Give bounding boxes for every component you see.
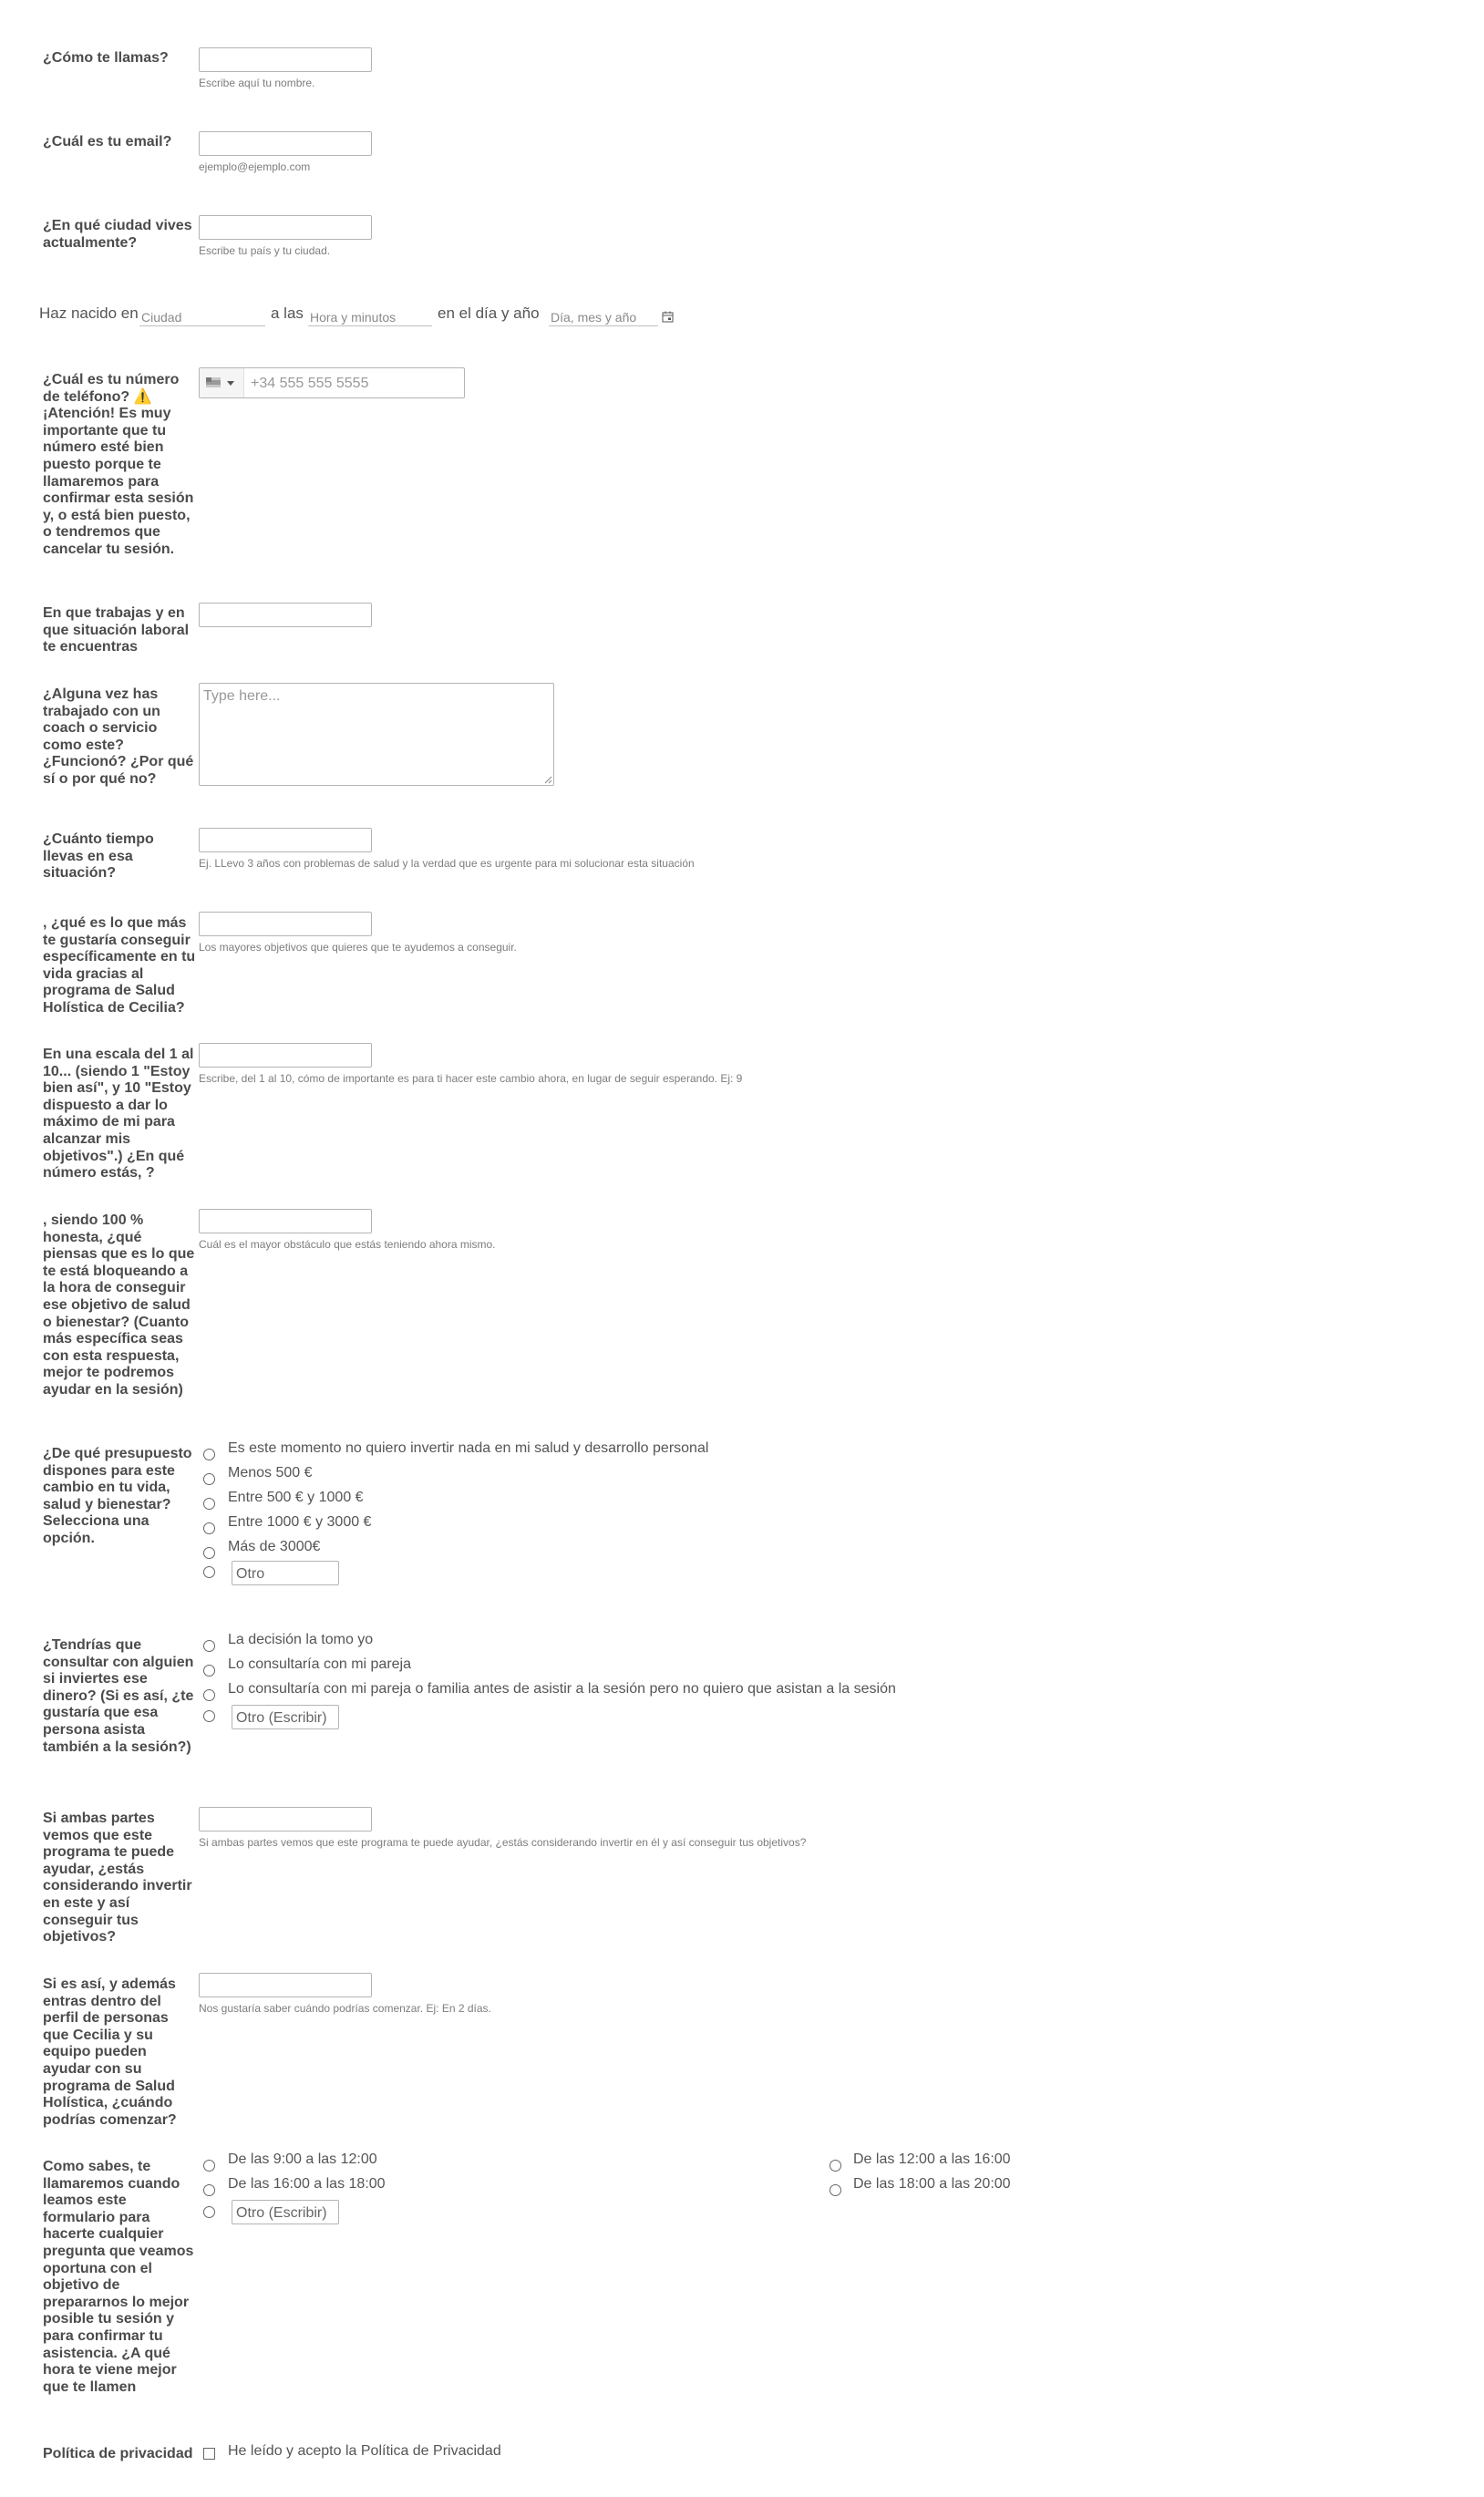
scale-question: En una escala del 1 al 10... (siendo 1 "Estoy bien así", y 10 "Estoy dispuesto a dar lo máximo de mi para alcanzar mis objetivos".) ¿En qué número estás, ? [43, 1047, 194, 1181]
call-time-option-1[interactable]: De las 12:00 a las 16:00 [853, 2151, 1011, 2167]
chevron-down-icon [227, 381, 234, 386]
resize-handle-icon[interactable] [544, 776, 552, 784]
birth-time-input[interactable]: Hora y minutos [308, 310, 432, 326]
call-time-radio-2[interactable] [203, 2184, 215, 2196]
work-input[interactable] [199, 603, 372, 627]
privacy-question: Política de privacidad [43, 2446, 193, 2461]
country-selector[interactable] [200, 368, 244, 397]
privacy-checkbox[interactable] [203, 2448, 215, 2460]
name-input[interactable] [199, 47, 372, 72]
birth-date-input[interactable]: Día, mes y año [549, 310, 658, 326]
city-question: ¿En qué ciudad vives actualmente? [43, 218, 192, 251]
time-problem-hint: Ej. LLevo 3 años con problemas de salud y la verdad que es urgente para mi solucionar esta situación [199, 857, 695, 870]
scale-input[interactable] [199, 1043, 372, 1068]
call-time-option-2[interactable]: De las 16:00 a las 18:00 [228, 2176, 386, 2192]
name-question: ¿Cómo te llamas? [43, 50, 169, 66]
call-time-option-0[interactable]: De las 9:00 a las 12:00 [228, 2151, 377, 2167]
flag-icon [206, 377, 221, 387]
name-hint: Escribe aquí tu nombre. [199, 77, 315, 89]
phone-placeholder: +34 555 555 5555 [251, 376, 369, 391]
obstacle-hint: Cuál es el mayor obstáculo que estás teniendo ahora mismo. [199, 1238, 496, 1251]
coach-placeholder: Type here... [203, 688, 281, 704]
start-input[interactable] [199, 1973, 372, 1997]
start-hint: Nos gustaría saber cuándo podrías comenzar. Ej: En 2 días. [199, 2002, 491, 2015]
privacy-label[interactable]: He leído y acepto la Política de Privacidad [228, 2443, 501, 2459]
calendar-icon[interactable] [662, 311, 674, 323]
scale-hint: Escribe, del 1 al 10, cómo de importante es para ti hacer este cambio ahora, en lugar de seguir esperando. Ej: 9 [199, 1072, 743, 1085]
obstacle-question: , siendo 100 % honesta, ¿qué piensas que es lo que te está bloqueando a la hora de conseguir ese objetivo de salud o bienestar? (Cuanto más específica seas con esta respuesta, mejor te podremos ayudar en la sesión) [43, 1212, 195, 1398]
consult-option-2[interactable]: Lo consultaría con mi pareja o familia antes de asistir a la sesión pero no quiero que asistan a la sesión [228, 1681, 896, 1697]
email-question: ¿Cuál es tu email? [43, 134, 172, 150]
time-problem-question: ¿Cuánto tiempo llevas en esa situación? [43, 831, 154, 882]
birth-text-1: Haz nacido en [39, 304, 139, 322]
obstacle-input[interactable] [199, 1209, 372, 1233]
call-time-radio-0[interactable] [203, 2160, 215, 2172]
budget-radio-other[interactable] [203, 1566, 215, 1578]
budget-radio-0[interactable] [203, 1449, 215, 1460]
birth-city-input[interactable]: Ciudad [139, 310, 265, 326]
call-time-radio-other[interactable] [203, 2206, 215, 2218]
start-question: Si es así, y además entras dentro del perfil de personas que Cecilia y su equipo pueden ayudar con su programa de Salud Holística, ¿cuándo podrías comenzar? [43, 1976, 177, 2128]
budget-radio-4[interactable] [203, 1547, 215, 1559]
budget-other-input[interactable]: Otro [232, 1561, 339, 1585]
consult-other-input[interactable]: Otro (Escribir) [232, 1705, 339, 1729]
budget-option-4[interactable]: Más de 3000€ [228, 1539, 321, 1554]
email-input[interactable] [199, 131, 372, 156]
call-time-radio-3[interactable] [830, 2184, 841, 2196]
invest-hint: Si ambas partes vemos que este programa te puede ayudar, ¿estás considerando invertir en él y así conseguir tus objetivos? [199, 1836, 807, 1849]
call-time-other-input[interactable]: Otro (Escribir) [232, 2200, 339, 2224]
call-time-radio-1[interactable] [830, 2160, 841, 2172]
budget-radio-1[interactable] [203, 1473, 215, 1485]
phone-input[interactable] [199, 367, 465, 398]
budget-question: ¿De qué presupuesto dispones para este cambio en tu vida, salud y bienestar? Selecciona una opción. [43, 1446, 192, 1546]
invest-question: Si ambas partes vemos que este programa te puede ayudar, ¿estás considerando invertir en este y así conseguir tus objetivos? [43, 1811, 192, 1945]
work-question: En que trabajas y en que situación laboral te encuentras [43, 605, 190, 655]
budget-option-2[interactable]: Entre 500 € y 1000 € [228, 1490, 364, 1505]
consult-option-1[interactable]: Lo consultaría con mi pareja [228, 1656, 411, 1672]
consult-radio-2[interactable] [203, 1689, 215, 1701]
invest-input[interactable] [199, 1807, 372, 1831]
call-time-option-3[interactable]: De las 18:00 a las 20:00 [853, 2176, 1011, 2192]
budget-radio-3[interactable] [203, 1522, 215, 1534]
budget-radio-2[interactable] [203, 1498, 215, 1510]
coach-textarea[interactable] [199, 683, 554, 786]
budget-option-1[interactable]: Menos 500 € [228, 1465, 313, 1481]
budget-option-3[interactable]: Entre 1000 € y 3000 € [228, 1514, 372, 1530]
goal-input[interactable] [199, 912, 372, 936]
coach-question: ¿Alguna vez has trabajado con un coach o servicio como este? ¿Funcionó? ¿Por qué sí o por qué no? [43, 686, 194, 787]
goal-hint: Los mayores objetivos que quieres que te ayudemos a conseguir. [199, 941, 517, 954]
consult-radio-0[interactable] [203, 1640, 215, 1652]
consult-radio-1[interactable] [203, 1665, 215, 1677]
birth-text-3: en el día y año [438, 304, 540, 322]
goal-question: , ¿qué es lo que más te gustaría conseguir específicamente en tu vida gracias al programa de Salud Holística de Cecilia? [43, 915, 196, 1016]
birth-text-2: a las [271, 304, 304, 322]
consult-question: ¿Tendrías que consultar con alguien si inviertes ese dinero? (Si es así, ¿te gustaría que esa persona asista también a la sesión?) [43, 1637, 194, 1755]
city-hint: Escribe tu país y tu ciudad. [199, 244, 331, 257]
consult-radio-other[interactable] [203, 1710, 215, 1722]
city-input[interactable] [199, 215, 372, 240]
call-time-question: Como sabes, te llamaremos cuando leamos este formulario para hacerte cualquier pregunta que veamos oportuna con el objetivo de prepararnos lo mejor posible tu sesión y para confirmar tu asistencia. ¿A qué hora te viene mejor que te llamen [43, 2159, 194, 2395]
budget-option-0[interactable]: Es este momento no quiero invertir nada en mi salud y desarrollo personal [228, 1440, 709, 1456]
phone-question: ¿Cuál es tu número de teléfono? ⚠️ ¡Atención! Es muy importante que tu número esté bien puesto porque te llamaremos para confirmar esta sesión y, o está bien puesto, o tendremos que cancelar tu sesión. [43, 372, 194, 557]
email-hint: ejemplo@ejemplo.com [199, 160, 311, 173]
time-problem-input[interactable] [199, 828, 372, 852]
consult-option-0[interactable]: La decisión la tomo yo [228, 1632, 374, 1647]
